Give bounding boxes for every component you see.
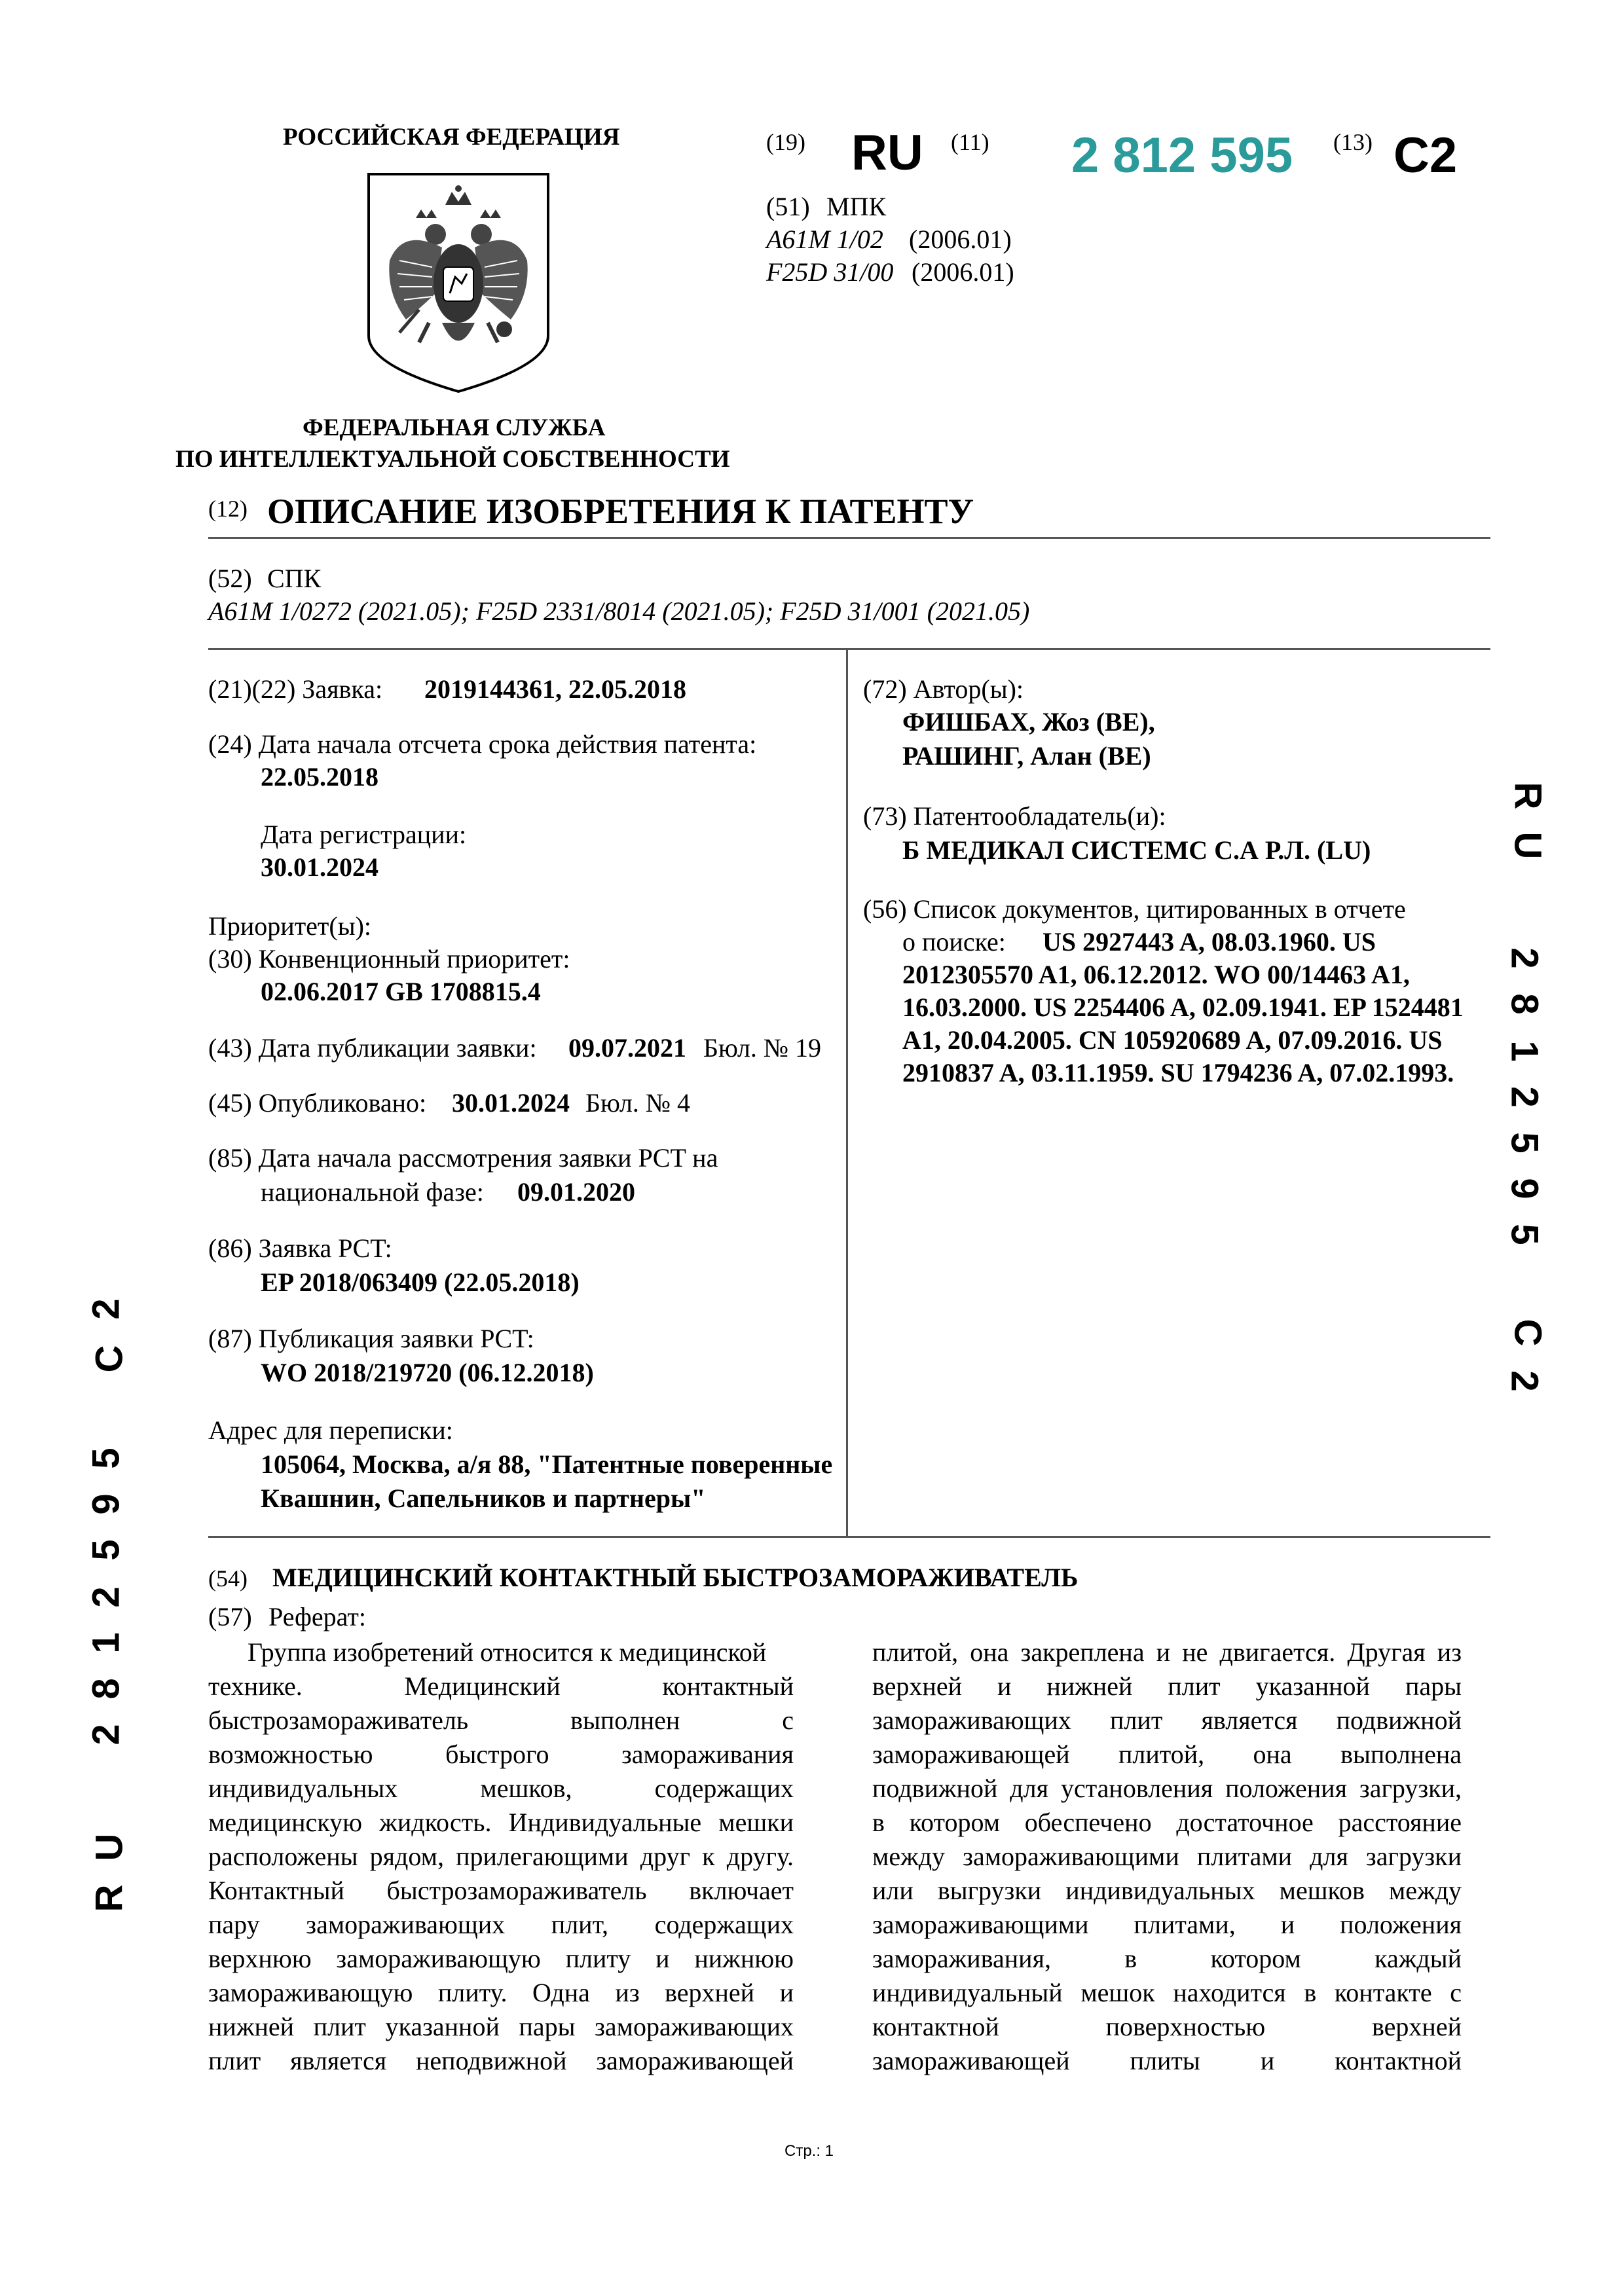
invention-title-code: (54) (208, 1565, 248, 1592)
cpc-label: СПК (267, 564, 322, 593)
abstract-left-line: Группа изобретений относится к медицинской (248, 1637, 767, 1667)
patent-number: 2 812 595 (1071, 128, 1293, 183)
convention-priority-value: 02.06.2017 GB 1708815.4 (261, 977, 541, 1006)
abstract-right-line: контактной поверхностью верхней (872, 2012, 1462, 2041)
side-right-char: 5 (1503, 1132, 1546, 1154)
cited-docs-label-line1: (56) Список документов, цитированных в отчете (863, 894, 1406, 924)
term-start-value: 22.05.2018 (261, 762, 378, 792)
emblem (363, 169, 553, 398)
pct-application-label: (86) Заявка PCT: (208, 1233, 392, 1263)
side-left-char: 8 (84, 1678, 128, 1700)
side-left-char: 2 (84, 1586, 128, 1608)
address-line1: 105064, Москва, а/я 88, "Патентные поверенные (261, 1449, 833, 1479)
cited-docs-label-line2: о поиске: (902, 927, 1006, 957)
address-label: Адрес для переписки: (208, 1415, 453, 1445)
ipc-label: МПК (826, 192, 887, 221)
side-right-char: R (1506, 782, 1549, 810)
side-right-char: 9 (1503, 1178, 1546, 1199)
ipc-year-1: (2006.01) (909, 225, 1012, 254)
abstract-left-line: индивидуальных мешков, содержащих (208, 1774, 794, 1803)
ipc-code-1: A61M 1/02 (766, 225, 883, 254)
side-right-char: 2 (1503, 1086, 1546, 1108)
abstract-left-line: быстрозамораживатель выполнен с (208, 1705, 794, 1735)
divider-bottom (208, 1536, 1490, 1538)
term-start-label: (24) Дата начала отсчета срока действия патента: (208, 729, 757, 759)
registration-value: 30.01.2024 (261, 852, 378, 882)
abstract-right-line: замораживающей плитой, она выполнена (872, 1740, 1462, 1769)
registration-label: Дата регистрации: (261, 820, 467, 849)
application-value: 2019144361, 22.05.2018 (424, 674, 686, 704)
side-right-char: C (1506, 1319, 1549, 1347)
convention-priority-label: (30) Конвенционный приоритет: (208, 944, 570, 974)
side-left-char: C (88, 1345, 131, 1373)
authors-label: (72) Автор(ы): (863, 674, 1024, 704)
side-left-char: 9 (84, 1493, 128, 1515)
abstract-left-line: расположены рядом, прилегающими друг к другу. (208, 1842, 794, 1871)
side-right-char: 2 (1503, 1370, 1546, 1392)
service-name-line2: ПО ИНТЕЛЛЕКТУАЛЬНОЙ СОБСТВЕННОСТИ (175, 446, 730, 473)
invention-title: МЕДИЦИНСКИЙ КОНТАКТНЫЙ БЫСТРОЗАМОРАЖИВАТЕЛЬ (272, 1563, 1079, 1592)
abstract-left-line: технике. Медицинский контактный (208, 1671, 794, 1701)
cpc-value: A61M 1/0272 (2021.05); F25D 2331/8014 (2021.05); F25D 31/001 (2021.05) (208, 596, 1030, 626)
title-code: (12) (208, 496, 248, 522)
divider-top (208, 537, 1490, 539)
code-11: (11) (951, 129, 989, 155)
side-left-char: 2 (84, 1298, 128, 1320)
author-2: РАШИНГ, Алан (BE) (902, 741, 1151, 771)
abstract-code: (57) (208, 1602, 252, 1631)
abstract-left-line: плит является неподвижной замораживающей (208, 2046, 794, 2075)
pct-application-value: EP 2018/063409 (22.05.2018) (261, 1267, 580, 1297)
side-right-char: U (1506, 831, 1549, 860)
application-publication-date: 09.07.2021 (568, 1033, 686, 1063)
abstract-right-line: верхней и нижней плит указанной пары (872, 1671, 1462, 1701)
owner-label: (73) Патентообладатель(и): (863, 801, 1166, 831)
ipc-code-2: F25D 31/00 (766, 257, 894, 287)
cited-docs-line2: 2012305570 A1, 06.12.2012. WO 00/14463 A1, (902, 960, 1410, 989)
russian-coat-of-arms-icon (363, 169, 553, 398)
side-right-char: 2 (1503, 947, 1546, 969)
side-right-char: 1 (1503, 1040, 1546, 1062)
address-line2: Квашнин, Сапельников и партнеры" (261, 1484, 706, 1513)
document-title: ОПИСАНИЕ ИЗОБРЕТЕНИЯ К ПАТЕНТУ (267, 492, 974, 531)
abstract-right-line: замораживающей плиты и контактной (872, 2046, 1462, 2075)
abstract-right-line: плитой, она закреплена и не двигается. Другая из (872, 1637, 1462, 1667)
page-number: Стр.: 1 (784, 2142, 834, 2160)
side-right-char: 5 (1503, 1224, 1546, 1245)
abstract-left-line: Контактный быстрозамораживатель включает (208, 1876, 794, 1905)
abstract-left-line: медицинскую жидкость. Индивидуальные мешки (208, 1808, 794, 1837)
pct-start-label-line2: национальной фазе: (261, 1177, 484, 1207)
abstract-right-line: в котором обеспечено достаточное расстояние (872, 1808, 1462, 1837)
pct-start-label-line1: (85) Дата начала рассмотрения заявки PCT на (208, 1143, 718, 1173)
cited-docs-line3: 16.03.2000. US 2254406 A, 02.09.1941. EP 1524481 (902, 993, 1464, 1022)
side-left-char: U (88, 1833, 131, 1861)
pct-publication-label: (87) Публикация заявки PCT: (208, 1324, 534, 1353)
side-left-char: R (88, 1884, 131, 1912)
abstract-right-line: индивидуальный мешок находится в контакте с (872, 1978, 1462, 2007)
abstract-right-line: замораживающими плитами, и положения (872, 1910, 1462, 1939)
author-1: ФИШБАХ, Жоз (BE), (902, 707, 1155, 737)
cited-docs-line5: 2910837 A, 03.11.1959. SU 1794236 A, 07.02.1993. (902, 1058, 1454, 1087)
side-right-char: 8 (1503, 993, 1546, 1015)
column-divider (846, 648, 848, 1536)
ipc-year-2: (2006.01) (912, 257, 1014, 287)
country-code: RU (851, 125, 923, 181)
abstract-right-line: или выгрузки индивидуальных мешков между (872, 1876, 1462, 1905)
published-label: (45) Опубликовано: (208, 1088, 427, 1118)
abstract-left-line: замораживающую плиту. Одна из верхней и (208, 1978, 794, 2007)
published-bulletin: Бюл. № 4 (585, 1088, 690, 1118)
published-date: 30.01.2024 (452, 1088, 570, 1118)
service-name-line1: ФЕДЕРАЛЬНАЯ СЛУЖБА (303, 414, 606, 441)
cpc-code: (52) (208, 564, 252, 593)
country-name: РОССИЙСКАЯ ФЕДЕРАЦИЯ (283, 124, 620, 151)
abstract-label: Реферат: (268, 1602, 366, 1631)
abstract-left-line: верхнюю замораживающую плиту и нижнюю (208, 1944, 794, 1973)
abstract-left-line: нижней плит указанной пары замораживающих (208, 2012, 794, 2041)
side-left-char: 5 (84, 1448, 128, 1469)
pct-start-value: 09.01.2020 (517, 1177, 635, 1207)
abstract-right-line: подвижной для установления положения загрузки, (872, 1774, 1462, 1803)
code-13: (13) (1333, 129, 1373, 155)
abstract-left-line: возможностью быстрого замораживания (208, 1740, 794, 1769)
abstract-right-line: замораживающих плит является подвижной (872, 1705, 1462, 1735)
kind-code: C2 (1393, 128, 1458, 183)
side-left-char: 5 (84, 1539, 128, 1561)
owner-value: Б МЕДИКАЛ СИСТЕМС С.А Р.Л. (LU) (902, 835, 1371, 865)
abstract-right-line: между замораживающими плитами для загрузки (872, 1842, 1462, 1871)
application-publication-bulletin: Бюл. № 19 (703, 1033, 821, 1063)
priority-label: Приоритет(ы): (208, 911, 372, 941)
abstract-left-line: пару замораживающих плит, содержащих (208, 1910, 794, 1939)
side-left-char: 1 (84, 1632, 128, 1654)
abstract-right-line: замораживания, в котором каждый (872, 1944, 1462, 1973)
ipc-code: (51) (766, 192, 810, 221)
cited-docs-line4: A1, 20.04.2005. CN 105920689 A, 07.09.2016. US (902, 1025, 1443, 1055)
divider-cpc (208, 648, 1490, 650)
side-left-char: 2 (84, 1724, 128, 1745)
pct-publication-value: WO 2018/219720 (06.12.2018) (261, 1358, 594, 1387)
application-label: (21)(22) Заявка: (208, 674, 383, 704)
application-publication-label: (43) Дата публикации заявки: (208, 1033, 537, 1063)
cited-docs-line1: US 2927443 A, 08.03.1960. US (1043, 927, 1376, 957)
code-19: (19) (766, 129, 805, 155)
